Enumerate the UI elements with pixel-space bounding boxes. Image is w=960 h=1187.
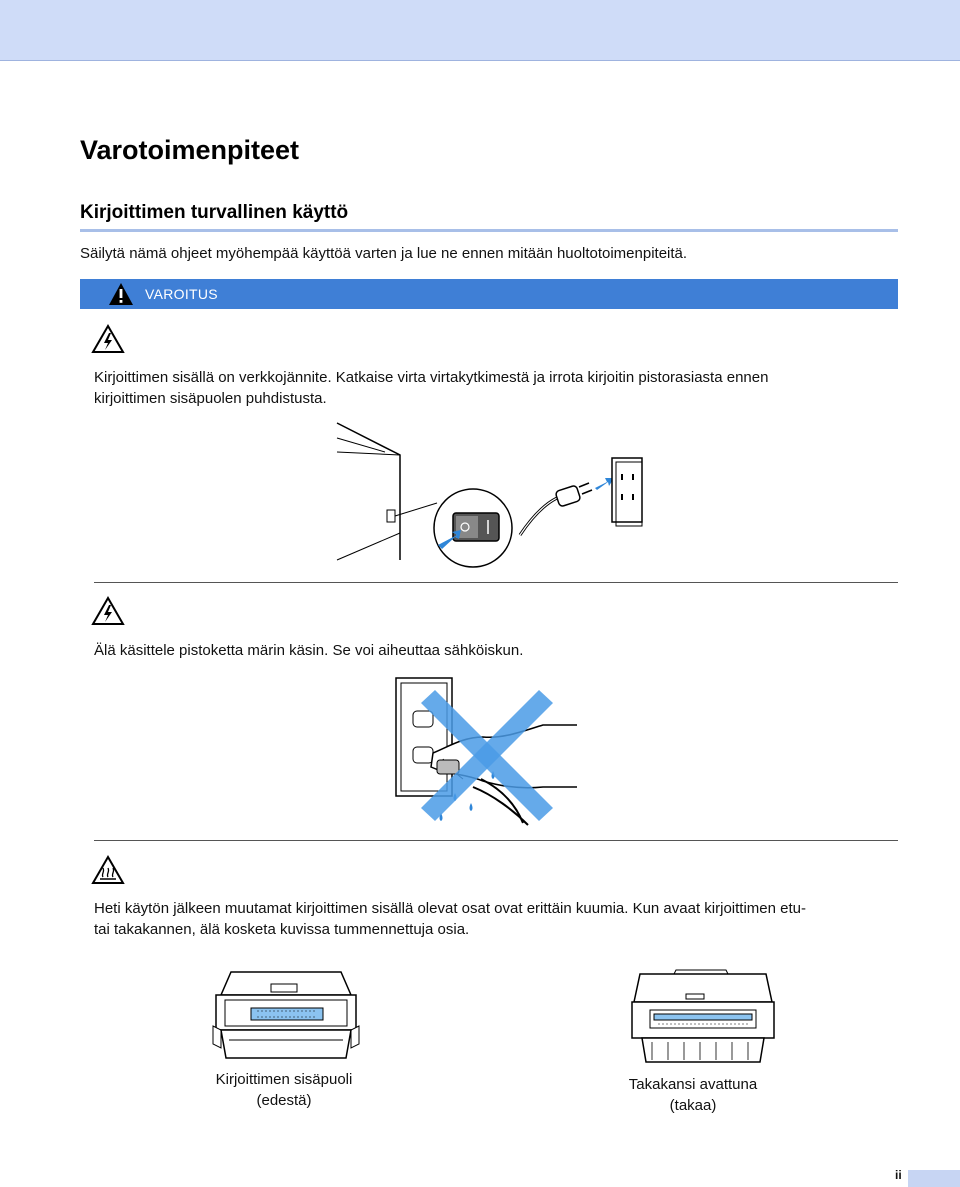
page-title: Varotoimenpiteet bbox=[80, 135, 300, 165]
printer-front-illustration bbox=[211, 970, 361, 1060]
back-caption-line-1: Takakansi avattuna bbox=[628, 1076, 758, 1093]
warning-2-text: Älä käsittele pistoketta märin käsin. Se voi aiheuttaa sähköiskun. bbox=[94, 642, 524, 659]
section-heading: Kirjoittimen turvallinen käyttö bbox=[80, 202, 349, 223]
warning-3-line-1: Heti käytön jälkeen muutamat kirjoittimen sisällä olevat osat ovat erittäin kuumia. Kun avaat kirjoittimen etu- bbox=[94, 900, 806, 917]
warning-label: VAROITUS bbox=[145, 286, 218, 302]
printer-back-illustration bbox=[628, 966, 778, 1066]
header-band bbox=[0, 0, 960, 61]
page-number: ii bbox=[895, 1168, 902, 1182]
power-switch-illustration bbox=[325, 420, 645, 570]
front-caption-line-2: (edestä) bbox=[256, 1092, 312, 1109]
warning-3-line-2: tai takakannen, älä kosketa kuvissa tummennettuja osia. bbox=[94, 921, 470, 938]
electric-shock-icon bbox=[91, 596, 125, 626]
front-caption-line-1: Kirjoittimen sisäpuoli bbox=[215, 1071, 353, 1088]
warning-3-text bbox=[94, 898, 806, 940]
warning-1-line-2: kirjoittimen sisäpuolen puhdistusta. bbox=[94, 390, 327, 407]
front-caption bbox=[194, 1069, 374, 1111]
divider-2 bbox=[94, 840, 898, 841]
back-caption-line-2: (takaa) bbox=[669, 1097, 717, 1114]
warning-bar bbox=[80, 279, 898, 309]
electric-shock-icon bbox=[91, 324, 125, 354]
warning-1-text bbox=[94, 367, 768, 409]
heading-rule bbox=[80, 229, 898, 232]
wet-hand-plug-illustration bbox=[393, 675, 583, 825]
warning-1-line-1: Kirjoittimen sisällä on verkkojännite. Katkaise virta virtakytkimestä ja irrota kirjoitin pistorasiasta ennen bbox=[94, 369, 769, 386]
divider-1 bbox=[94, 582, 898, 583]
hot-surface-icon bbox=[91, 855, 125, 885]
page-number-tab bbox=[908, 1170, 960, 1187]
back-caption bbox=[603, 1074, 783, 1116]
exclamation-triangle-icon bbox=[108, 282, 134, 306]
intro-text: Säilytä nämä ohjeet myöhempää käyttöä varten ja lue ne ennen mitään huoltotoimenpiteitä. bbox=[80, 245, 688, 262]
